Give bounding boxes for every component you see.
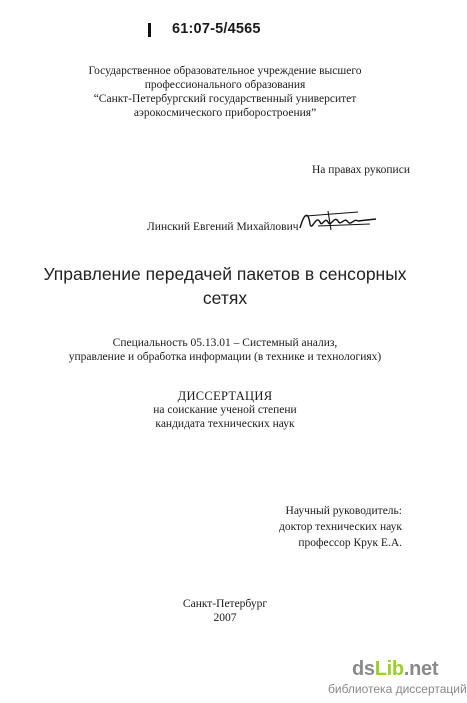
dissertation-line: на соискание ученой степени	[153, 404, 297, 416]
institution-block	[0, 64, 450, 120]
author-name: Линский Евгений Михайлович	[147, 221, 299, 233]
dissertation-title	[0, 262, 450, 310]
supervisor-block	[279, 503, 402, 551]
dissertation-block	[0, 389, 450, 431]
manuscript-note: На правах рукописи	[312, 164, 410, 176]
footer-city: Санкт-Петербург	[182, 598, 268, 610]
dissertation-heading: ДИССЕРТАЦИЯ	[177, 389, 273, 403]
watermark-logo-net: .net	[403, 658, 439, 680]
supervisor-degree: доктор технических наук	[279, 521, 402, 533]
specialty-line: Специальность 05.13.01 – Системный анализ,	[112, 337, 338, 349]
specialty-block	[0, 336, 450, 364]
watermark-logo-ds: ds	[352, 658, 375, 680]
specialty-line: управление и обработка информации (в технике и технологиях)	[68, 351, 382, 363]
archive-code: 61:07-5/4565	[172, 21, 261, 37]
institution-line: “Санкт-Петербургский государственный университет	[93, 93, 357, 105]
watermark-logo	[352, 658, 438, 681]
footer-year: 2007	[213, 612, 237, 624]
supervisor-name: профессор Крук Е.А.	[298, 537, 402, 549]
supervisor-label: Научный руководитель:	[285, 505, 402, 517]
watermark-logo-lib: Lib	[374, 658, 404, 680]
watermark-subtitle: библиотека диссертаций	[328, 682, 467, 696]
institution-line: Государственное образовательное учреждение высшего	[88, 65, 362, 77]
signature	[298, 206, 380, 241]
institution-line: аэрокосмического приборостроения”	[133, 107, 317, 119]
institution-line: профессионального образования	[144, 79, 306, 91]
title-line: Управление передачей пакетов в сенсорных	[43, 264, 407, 284]
title-line: сетях	[202, 288, 248, 308]
dissertation-line: кандидата технических наук	[155, 418, 295, 430]
footer-block	[0, 597, 450, 625]
scan-mark	[148, 23, 151, 37]
